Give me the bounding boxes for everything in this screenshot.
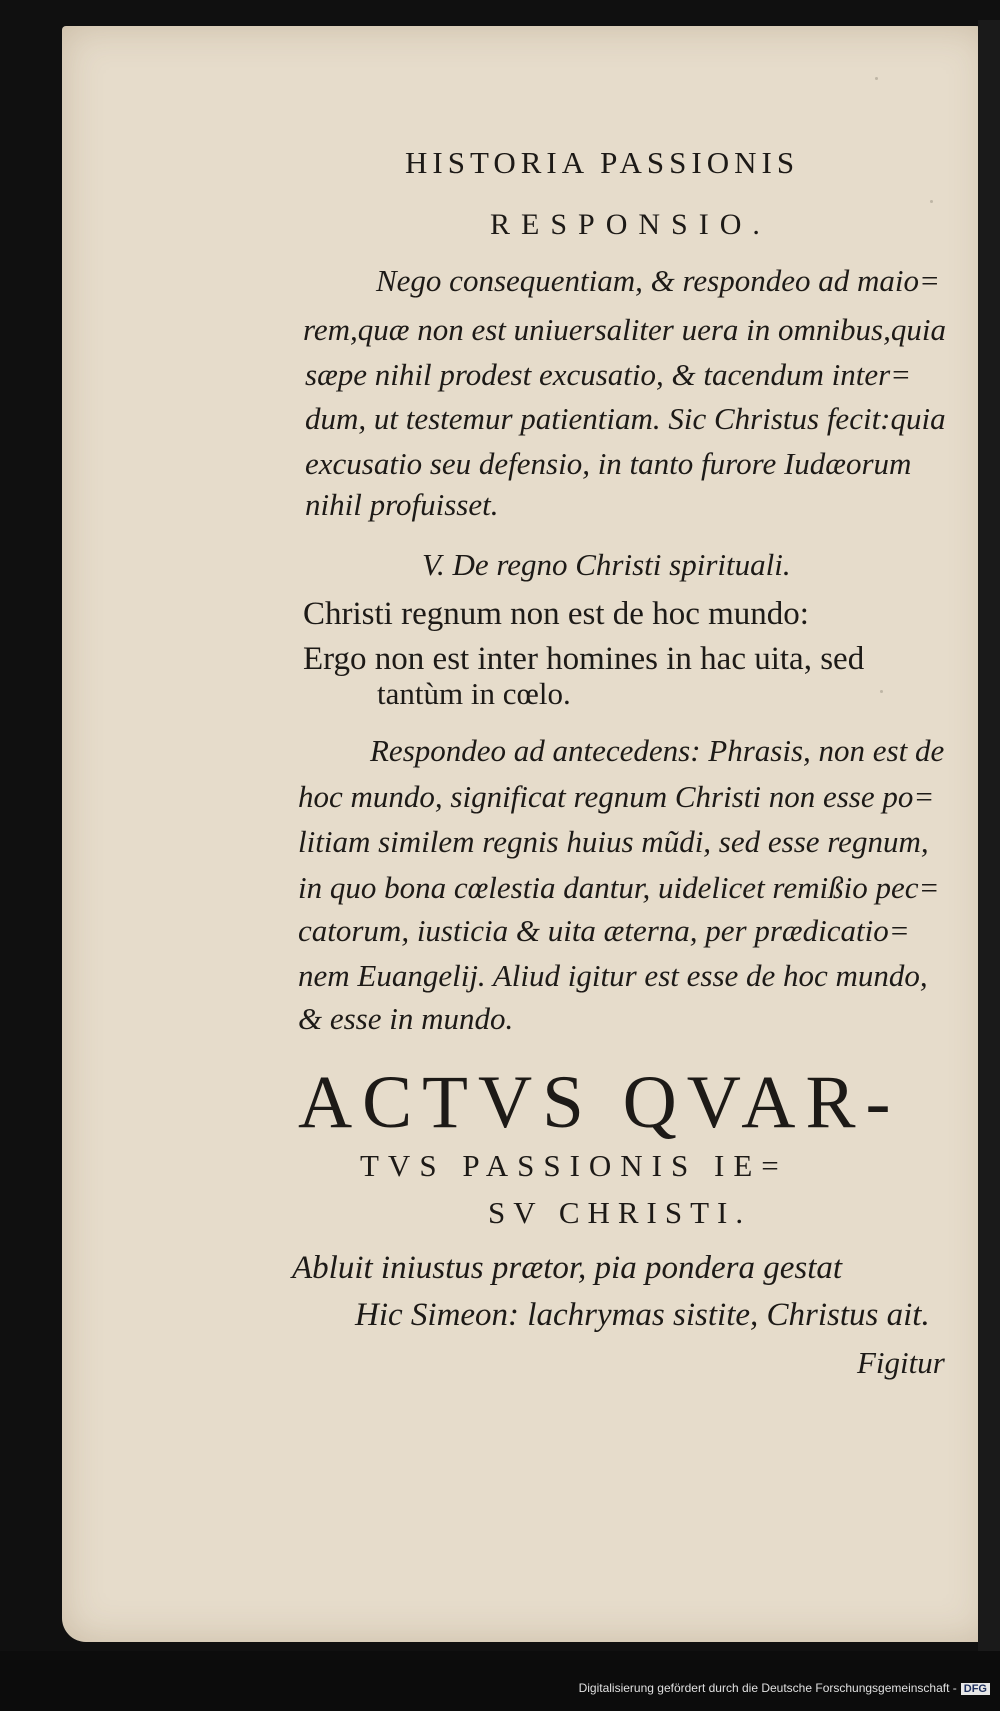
argument-line: tantùm in cœlo. — [377, 676, 571, 711]
text-line: nem Euangelij. Aliud igitur est esse de hoc mundo, — [298, 958, 928, 993]
dfg-logo: DFG — [961, 1683, 990, 1695]
argument-line: Christi regnum non est de hoc mundo: — [303, 596, 809, 632]
text-line: in quo bona cœlestia dantur, uidelicet remißio pec= — [298, 870, 940, 905]
section-heading-de-regno: V. De regno Christi spirituali. — [422, 547, 791, 582]
digitization-credit — [579, 1681, 990, 1695]
text-line: & esse in mundo. — [298, 1001, 514, 1036]
running-title: HISTORIA PASSIONIS — [405, 145, 800, 180]
verse-line: Hic Simeon: lachrymas sistite, Christus ait. — [355, 1297, 930, 1333]
paper-speck — [875, 77, 878, 80]
paper-speck — [880, 690, 883, 693]
verse-line: Abluit iniustus prætor, pia pondera gestat — [292, 1250, 843, 1286]
text-line: hoc mundo, significat regnum Christi non esse po= — [298, 779, 935, 814]
argument-line: Ergo non est inter homines in hac uita, sed — [303, 641, 865, 677]
text-line: excusatio seu defensio, in tanto furore Iudæorum — [305, 446, 912, 481]
text-line: Nego consequentiam, & respondeo ad maio= — [376, 263, 940, 298]
paper-speck — [930, 200, 933, 203]
catchword: Figitur — [857, 1345, 945, 1380]
text-line: litiam similem regnis huius mũdi, sed esse regnum, — [298, 824, 929, 859]
act-subtitle-line: SV CHRISTI. — [488, 1195, 752, 1230]
book-fore-edge — [978, 20, 1000, 1660]
text-line: nihil profuisset. — [305, 487, 499, 522]
act-title: ACTVS QVAR- — [298, 1061, 901, 1144]
act-subtitle-line: TVS PASSIONIS IE= — [360, 1148, 788, 1183]
section-heading-responsio: RESPONSIO. — [490, 208, 771, 241]
text-line: catorum, iusticia & uita æterna, per prædicatio= — [298, 913, 910, 948]
credit-text: Digitalisierung gefördert durch die Deutsche Forschungsgemeinschaft - — [578, 1681, 957, 1695]
text-line: dum, ut testemur patientiam. Sic Christus fecit:quia — [305, 401, 946, 436]
text-line: Respondeo ad antecedens: Phrasis, non est de — [370, 733, 945, 768]
text-line: rem,quæ non est uniuersaliter uera in omnibus,quia — [303, 312, 946, 347]
text-line: sæpe nihil prodest excusatio, & tacendum inter= — [305, 357, 912, 392]
